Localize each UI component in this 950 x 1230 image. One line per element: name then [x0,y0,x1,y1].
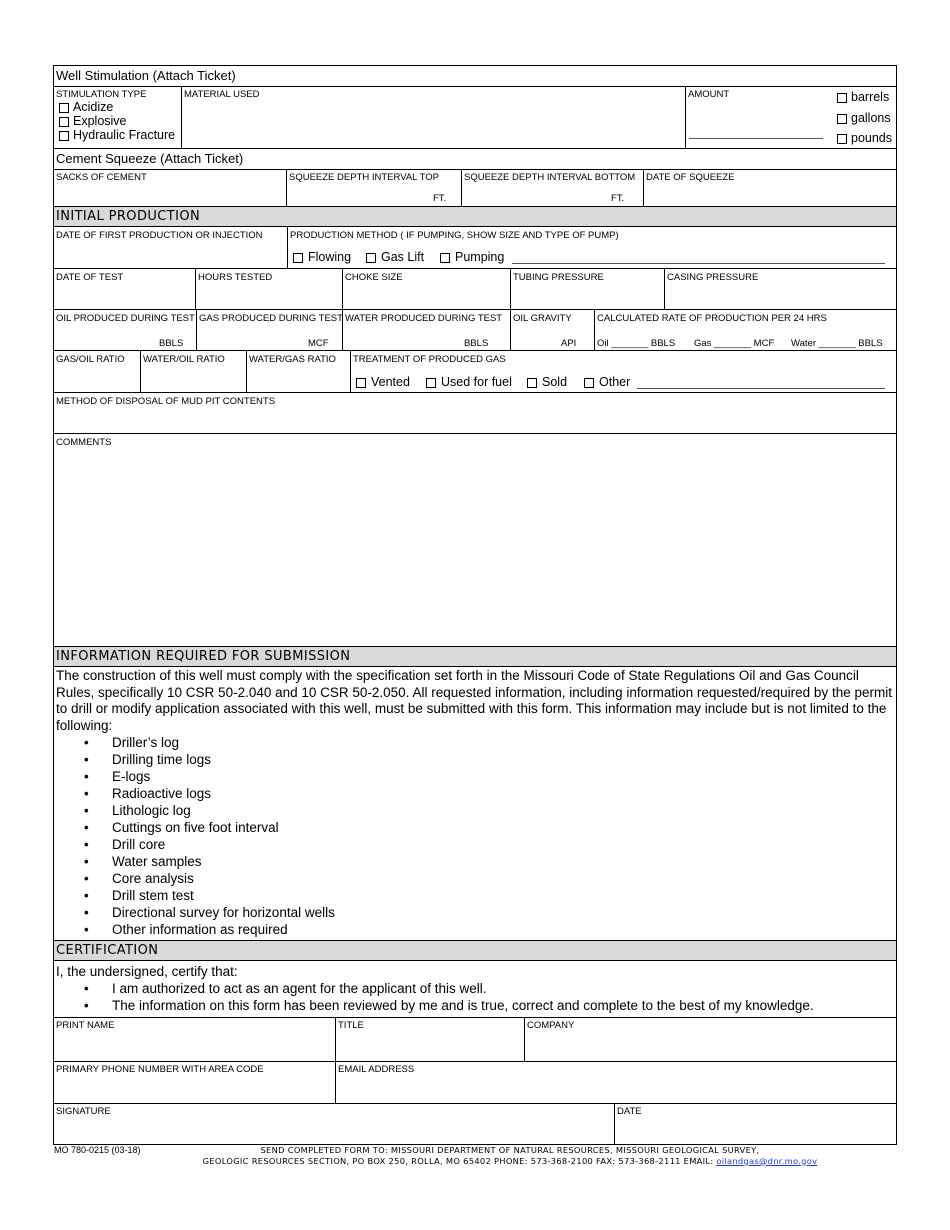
amount-label: AMOUNT [688,89,730,100]
casing-pressure-field[interactable] [664,269,896,310]
acidize-checkbox[interactable] [59,103,69,113]
flowing-label: Flowing [308,250,352,264]
list-item: • Lithologic log [84,803,191,818]
material-used-label: MATERIAL USED [184,89,260,100]
footer-address [130,1145,890,1166]
ratio-row [54,350,896,392]
cement-squeeze-row [54,169,896,206]
info-required-paragraph: The construction of this well must comply with the specification set forth in the Missouri Code of State Regulations Oil and Gas Council Rules, specifically 10 CSR 50-2.040 and 10 CSR 50-2.050. All requested information, including information requested/required by the permit to drill or modify application associated with this well, must be submitted with this form. This information may include but is not limited to the following: [56,668,892,734]
oil-gravity-unit: API [561,338,577,349]
date-label: DATE [617,1106,642,1117]
list-item: • Directional survey for horizontal wells [84,905,335,920]
list-item: • Core analysis [84,871,194,886]
acidize-label: Acidize [73,100,114,114]
squeeze-top-unit: FT. [433,193,447,204]
footer-line-1: SEND COMPLETED FORM TO: MISSOURI DEPARTMENT OF NATURAL RESOURCES, MISSOURI GEOLOGICAL SURVEY, [260,1145,760,1155]
production-method-row [54,227,896,268]
amount-field[interactable] [685,87,896,149]
water-gas-ratio-field[interactable] [246,351,350,393]
pumping-checkbox[interactable] [440,253,450,263]
oil-produced-field[interactable] [54,310,196,351]
oil-gravity-label: OIL GRAVITY [513,313,572,324]
used-for-fuel-label: Used for fuel [441,375,512,389]
initial-production-header: INITIAL PRODUCTION [54,206,896,227]
water-produced-unit: BBLS [464,338,489,349]
signature-row [54,1103,896,1144]
rate-gas: Gas _______ MCF [694,338,775,349]
barrels-label: barrels [851,90,890,104]
vented-checkbox[interactable] [356,378,366,388]
material-used-field[interactable] [181,87,685,149]
water-produced-field[interactable] [342,310,510,351]
company-field[interactable] [524,1018,896,1062]
choke-size-label: CHOKE SIZE [345,272,403,283]
squeeze-bottom-field[interactable] [461,170,643,207]
water-produced-label: WATER PRODUCED DURING TEST [345,313,503,324]
pumping-label: Pumping [455,250,505,264]
signature-field[interactable] [54,1104,614,1145]
mud-pit-disposal-label: METHOD OF DISPOSAL OF MUD PIT CONTENTS [56,396,276,407]
list-item: • I am authorized to act as an agent for the applicant of this well. [84,981,487,996]
squeeze-top-label: SQUEEZE DEPTH INTERVAL TOP [289,172,439,183]
treatment-gas-label: TREATMENT OF PRODUCED GAS [353,354,506,365]
email-link[interactable]: oilandgas@dnr.mo.gov [716,1155,818,1166]
hydraulic-fracture-checkbox[interactable] [59,131,69,141]
list-item: • Other information as required [84,922,288,937]
production-method-field [287,227,896,268]
phone-field[interactable] [54,1062,335,1104]
gallons-label: gallons [851,111,891,125]
explosive-checkbox[interactable] [59,117,69,127]
squeeze-bottom-unit: FT. [611,193,625,204]
email-label: EMAIL ADDRESS [338,1064,415,1075]
vented-label: Vented [371,375,410,389]
info-required-list [54,734,896,938]
certification-intro: I, the undersigned, certify that: [56,964,238,979]
oil-produced-unit: BBLS [159,338,184,349]
gas-lift-label: Gas Lift [381,250,425,264]
rate-water: Water _______ BBLS [791,338,883,349]
well-stimulation-title: Well Stimulation (Attach Ticket) [56,68,236,83]
list-item: • Drill core [84,837,166,852]
water-oil-ratio-field[interactable] [140,351,246,393]
gas-produced-field[interactable] [196,310,342,351]
first-production-date-label: DATE OF FIRST PRODUCTION OR INJECTION [56,230,263,241]
pumping-details-line[interactable] [512,263,885,264]
list-item: • The information on this form has been reviewed by me and is true, correct and complete to the best of my knowledge. [84,998,814,1013]
list-item: • Drilling time logs [84,752,212,767]
title-field[interactable] [335,1018,524,1062]
list-item: • Cuttings on five foot interval [84,820,279,835]
print-name-label: PRINT NAME [56,1020,115,1031]
email-field[interactable] [335,1062,896,1104]
amount-line [689,138,823,139]
sacks-of-cement-field[interactable] [54,170,286,207]
info-required-header: INFORMATION REQUIRED FOR SUBMISSION [54,646,896,667]
other-label: Other [599,375,631,389]
production-method-label: PRODUCTION METHOD ( IF PUMPING, SHOW SIZE AND TYPE OF PUMP) [290,230,619,241]
rate-oil: Oil _______ BBLS [597,338,676,349]
oil-produced-label: OIL PRODUCED DURING TEST [56,313,195,324]
well-stimulation-row [54,86,896,148]
contact-row [54,1061,896,1103]
list-item: • Driller’s log [84,735,180,750]
squeeze-bottom-label: SQUEEZE DEPTH INTERVAL BOTTOM [464,172,636,183]
gas-oil-ratio-label: GAS/OIL RATIO [56,354,125,365]
other-details-line[interactable] [637,388,885,389]
print-name-field[interactable] [54,1018,335,1062]
sacks-of-cement-label: SACKS OF CEMENT [56,172,147,183]
squeeze-top-field[interactable] [286,170,461,207]
barrels-checkbox[interactable] [837,93,847,103]
pounds-checkbox[interactable] [837,134,847,144]
treatment-gas-field [350,351,896,393]
tubing-pressure-label: TUBING PRESSURE [513,272,604,283]
used-for-fuel-checkbox[interactable] [426,378,436,388]
water-gas-ratio-label: WATER/GAS RATIO [249,354,336,365]
other-checkbox[interactable] [584,378,594,388]
certification-list [54,980,896,1014]
gas-produced-label: GAS PRODUCED DURING TEST [199,313,343,324]
comments-label: COMMENTS [56,437,112,448]
date-of-squeeze-label: DATE OF SQUEEZE [646,172,735,183]
list-item: • E-logs [84,769,151,784]
first-production-date-field[interactable] [54,227,287,268]
date-of-test-field[interactable] [54,269,195,310]
date-of-test-label: DATE OF TEST [56,272,124,283]
flowing-checkbox[interactable] [293,253,303,263]
company-label: COMPANY [527,1020,575,1031]
form-number: MO 780-0215 (03-18) [54,1145,141,1155]
footer-line-2-text: GEOLOGIC RESOURCES SECTION, PO BOX 250, ROLLA, MO 65402 PHONE: 573-368-2100 FAX: 573-368-2111 EMAIL: [202,1155,717,1166]
choke-size-field[interactable] [342,269,510,310]
hours-tested-field[interactable] [195,269,342,310]
list-item: • Drill stem test [84,888,194,903]
list-item: • Radioactive logs [84,786,212,801]
footer-line-2 [130,1156,890,1167]
phone-label: PRIMARY PHONE NUMBER WITH AREA CODE [56,1064,264,1075]
produced-row [54,309,896,350]
hours-tested-label: HOURS TESTED [198,272,273,283]
hydraulic-fracture-label: Hydraulic Fracture [73,128,176,142]
tubing-pressure-field[interactable] [510,269,664,310]
gallons-checkbox[interactable] [837,114,847,124]
mud-pit-disposal-field[interactable] [54,392,896,433]
explosive-label: Explosive [73,114,127,128]
list-item: • Water samples [84,854,202,869]
stimulation-type-label: STIMULATION TYPE [56,89,147,100]
signer-row [54,1017,896,1061]
title-label: TITLE [338,1020,364,1031]
oil-gravity-field[interactable] [510,310,594,351]
comments-field[interactable] [54,433,896,646]
well-completion-form [53,65,897,1145]
calculated-rate-label: CALCULATED RATE OF PRODUCTION PER 24 HRS [597,313,827,324]
signature-label: SIGNATURE [56,1106,111,1117]
water-oil-ratio-label: WATER/OIL RATIO [143,354,225,365]
date-of-squeeze-field[interactable] [643,170,896,207]
date-field[interactable] [614,1104,896,1145]
cement-squeeze-title: Cement Squeeze (Attach Ticket) [54,148,896,169]
gas-produced-unit: MCF [308,338,329,349]
pounds-label: pounds [851,131,893,145]
sold-checkbox[interactable] [527,378,537,388]
gas-oil-ratio-field[interactable] [54,351,140,393]
casing-pressure-label: CASING PRESSURE [667,272,759,283]
calculated-rate-field[interactable] [594,310,896,351]
gas-lift-checkbox[interactable] [366,253,376,263]
sold-label: Sold [542,375,568,389]
test-row [54,268,896,309]
certification-header: CERTIFICATION [54,940,896,961]
